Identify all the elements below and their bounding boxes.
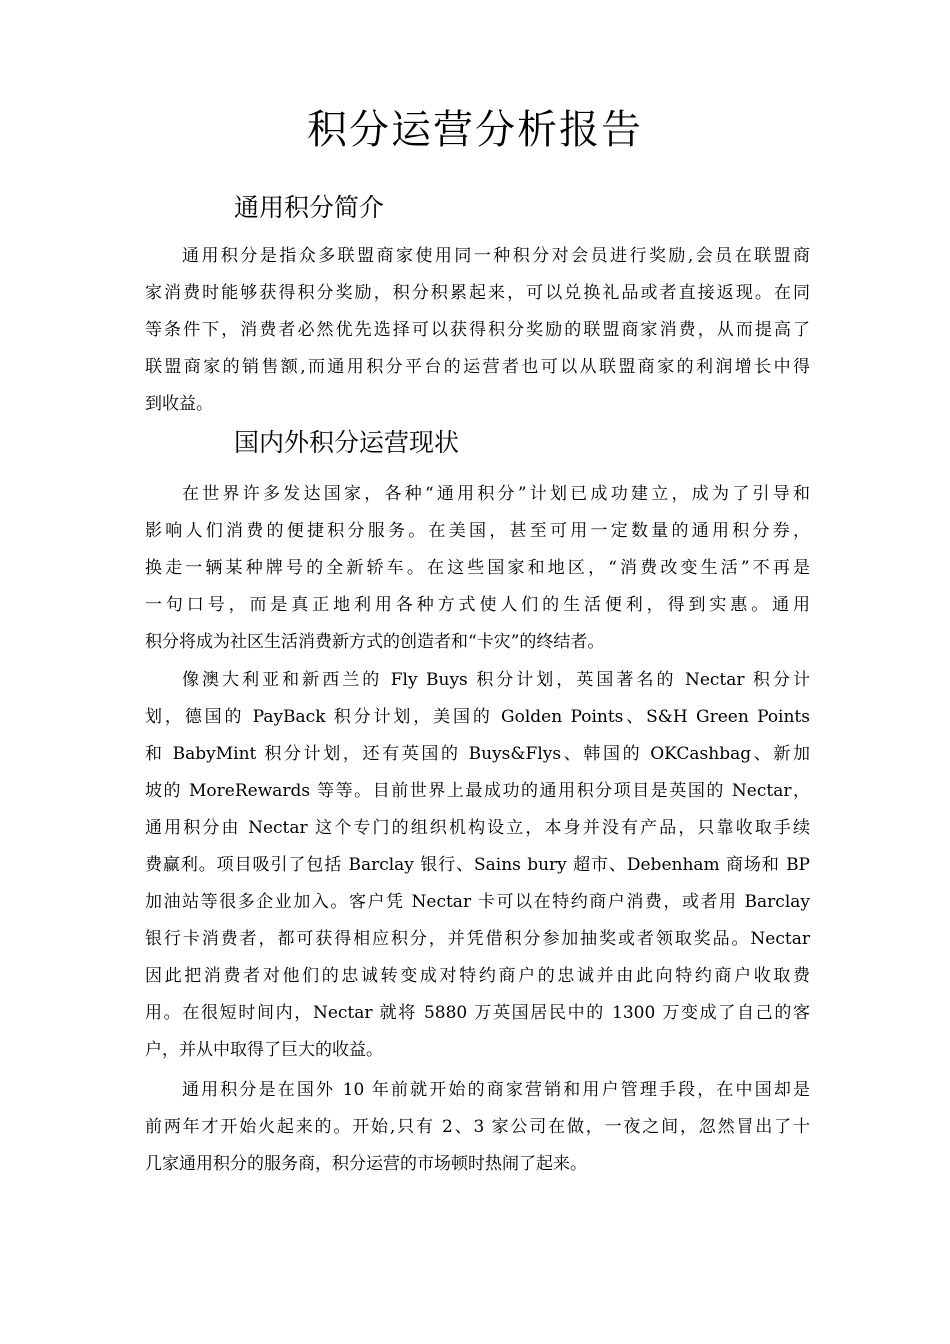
paragraph-status-3 — [145, 1072, 810, 1183]
text-line: 影响人们消费的便捷积分服务。在美国，甚至可用一定数量的通用积分券， — [145, 521, 810, 541]
text-line: 到收益。 — [145, 394, 213, 414]
text-line: 银行卡消费者，都可获得相应积分，并凭借积分参加抽奖或者领取奖品。Nectar — [145, 929, 810, 949]
text-line: 联盟商家的销售额,而通用积分平台的运营者也可以从联盟商家的利润增长中得 — [145, 357, 810, 377]
section-heading-status: 国内外积分运营现状 — [234, 428, 460, 457]
text-line: 几家通用积分的服务商，积分运营的市场顿时热闹了起来。 — [145, 1154, 587, 1174]
paragraph-status-1 — [145, 476, 810, 661]
paragraph-status-2 — [145, 662, 810, 1069]
text-line: 积分将成为社区生活消费新方式的创造者和“卡灾”的终结者。 — [145, 632, 605, 652]
text-line: 一句口号，而是真正地利用各种方式使人们的生活便利，得到实惠。通用 — [145, 595, 810, 615]
text-line: 因此把消费者对他们的忠诚转变成对特约商户的忠诚并由此向特约商户收取费 — [145, 966, 810, 986]
text-line: 在世界许多发达国家，各种“通用积分”计划已成功建立，成为了引导和 — [182, 484, 810, 504]
text-line: 户，并从中取得了巨大的收益。 — [145, 1040, 383, 1060]
text-line: 划，德国的 PayBack 积分计划，美国的 Golden Points、S&H Green Points — [145, 707, 810, 727]
text-line: 等条件下，消费者必然优先选择可以获得积分奖励的联盟商家消费，从而提高了 — [145, 320, 810, 340]
text-line: 通用积分是在国外 10 年前就开始的商家营销和用户管理手段，在中国却是 — [182, 1080, 810, 1100]
text-line: 和 BabyMint 积分计划，还有英国的 Buys&Flys、韩国的 OKCashbag、新加 — [145, 744, 810, 764]
text-line: 坡的 MoreRewards 等等。目前世界上最成功的通用积分项目是英国的 Nectar， — [145, 781, 810, 801]
section-heading-intro: 通用积分简介 — [234, 193, 385, 222]
text-line: 费赢利。项目吸引了包括 Barclay 银行、Sains bury 超市、Debenham 商场和 BP — [145, 855, 810, 875]
text-line: 用。在很短时间内，Nectar 就将 5880 万英国居民中的 1300 万变成了自己的客 — [145, 1003, 810, 1023]
text-line: 加油站等很多企业加入。客户凭 Nectar 卡可以在特约商户消费，或者用 Barclay — [145, 892, 810, 912]
text-line: 前两年才开始火起来的。开始,只有 2、3 家公司在做，一夜之间，忽然冒出了十 — [145, 1117, 810, 1137]
text-line: 像澳大利亚和新西兰的 Fly Buys 积分计划，英国著名的 Nectar 积分计 — [182, 670, 810, 690]
text-line: 通用积分由 Nectar 这个专门的组织机构设立，本身并没有产品，只靠收取手续 — [145, 818, 810, 838]
text-line: 家消费时能够获得积分奖励，积分积累起来，可以兑换礼品或者直接返现。在同 — [145, 283, 810, 303]
document-title: 积分运营分析报告 — [307, 107, 643, 153]
text-line: 通用积分是指众多联盟商家使用同一种积分对会员进行奖励,会员在联盟商 — [182, 246, 810, 266]
paragraph-intro — [145, 238, 810, 423]
text-line: 换走一辆某种牌号的全新轿车。在这些国家和地区，“消费改变生活”不再是 — [145, 558, 810, 578]
